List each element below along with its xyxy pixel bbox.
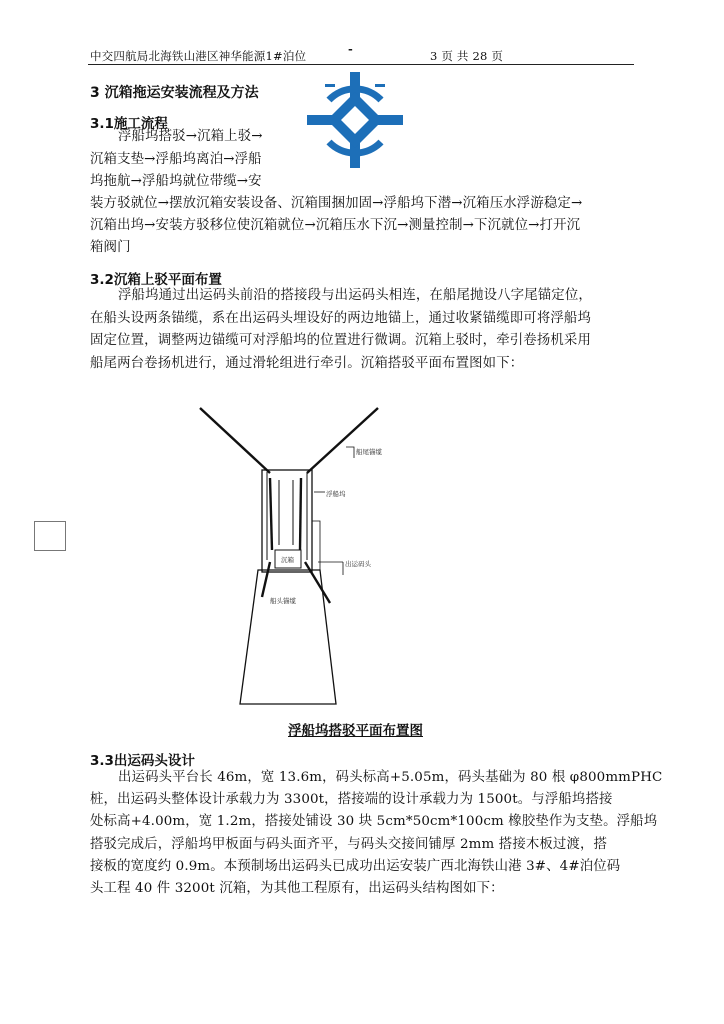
paragraph-line: 头工程 40 件 3200t 沉箱，为其他工程原有，出运码头结构图如下： — [90, 881, 504, 896]
header-left: 中交四航局北海铁山港区神华能源1#泊位 — [90, 49, 307, 63]
stern-anchor-cable — [307, 408, 378, 473]
header-rule — [88, 64, 634, 65]
paragraph-line: 浮船坞通过出运码头前沿的搭接段与出运码头相连，在船尾抛设八字尾锚定位， — [118, 288, 592, 303]
subsection-title: 3.2沉箱上驳平面布置 — [90, 272, 222, 288]
paragraph-line: 沉箱支垫→浮船坞离泊→浮船 — [90, 152, 262, 167]
subsection-title: 3.3出运码头设计 — [90, 753, 195, 769]
paragraph-line: 箱阀门 — [90, 240, 131, 255]
label-wharf: 出运码头 — [345, 560, 371, 568]
label-floating-dock: 浮船坞 — [326, 490, 346, 498]
paragraph-line: 处标高+4.00m，宽 1.2m，搭接处铺设 30 块 5cm*50cm*100cm 橡胶垫作为支垫。浮船坞 — [90, 814, 658, 829]
paragraph-line: 出运码头平台长 46m，宽 13.6m，码头标高+5.05m，码头基础为 80 根 φ800mmPHC — [118, 770, 663, 785]
company-logo-icon — [305, 70, 405, 170]
paragraph-line: 固定位置，调整两边锚缆可对浮船坞的位置进行微调。沉箱上驳时，牵引卷扬机采用 — [90, 333, 592, 348]
section-title: 3 沉箱拖运安装流程及方法 — [90, 85, 259, 101]
paragraph-line: 浮船坞搭驳→沉箱上驳→ — [118, 129, 263, 144]
label-stern-anchor: 船尾锚缆 — [356, 448, 382, 456]
paragraph-line: 搭驳完成后，浮船坞甲板面与码头面齐平，与码头交接间铺厚 2mm 搭接木板过渡，搭 — [90, 837, 608, 852]
paragraph-line: 接板的宽度约 0.9m。本预制场出运码头已成功出运安装广西北海铁山港 3#、4#泊位码 — [90, 859, 621, 874]
paragraph-line: 桩，出运码头整体设计承载力为 3300t，搭接端的设计承载力为 1500t。与浮船坞搭接 — [90, 792, 613, 807]
layout-diagram — [190, 400, 420, 710]
figure-caption: 浮船坞搭驳平面布置图 — [288, 723, 423, 739]
head-anchor-cable — [305, 562, 330, 603]
subsection-title: 3.1施工流程 — [90, 116, 168, 132]
paragraph-line: 坞拖航→浮船坞就位带缆→安 — [90, 174, 262, 189]
paragraph-line: 船尾两台卷扬机进行，通过滑轮组进行牵引。沉箱搭驳平面布置图如下： — [90, 356, 524, 371]
label-caisson: 沉箱 — [281, 556, 294, 564]
header-dash: - — [348, 42, 353, 56]
label-head-anchor: 船头锚缆 — [270, 597, 296, 605]
head-anchor-cable — [262, 562, 270, 597]
stern-anchor-cable — [200, 408, 270, 473]
paragraph-line: 沉箱出坞→安装方驳移位使沉箱就位→沉箱压水下沉→测量控制→下沉就位→打开沉 — [90, 218, 581, 233]
paragraph-line: 装方驳就位→摆放沉箱安装设备、沉箱围捆加固→浮船坞下潜→沉箱压水浮游稳定→ — [90, 196, 583, 211]
side-box[interactable] — [34, 521, 66, 551]
header-page: 3 页 共 28 页 — [430, 49, 504, 63]
paragraph-line: 在船头设两条锚缆，系在出运码头埋设好的两边地锚上，通过收紧锚缆即可将浮船坞 — [90, 311, 592, 326]
